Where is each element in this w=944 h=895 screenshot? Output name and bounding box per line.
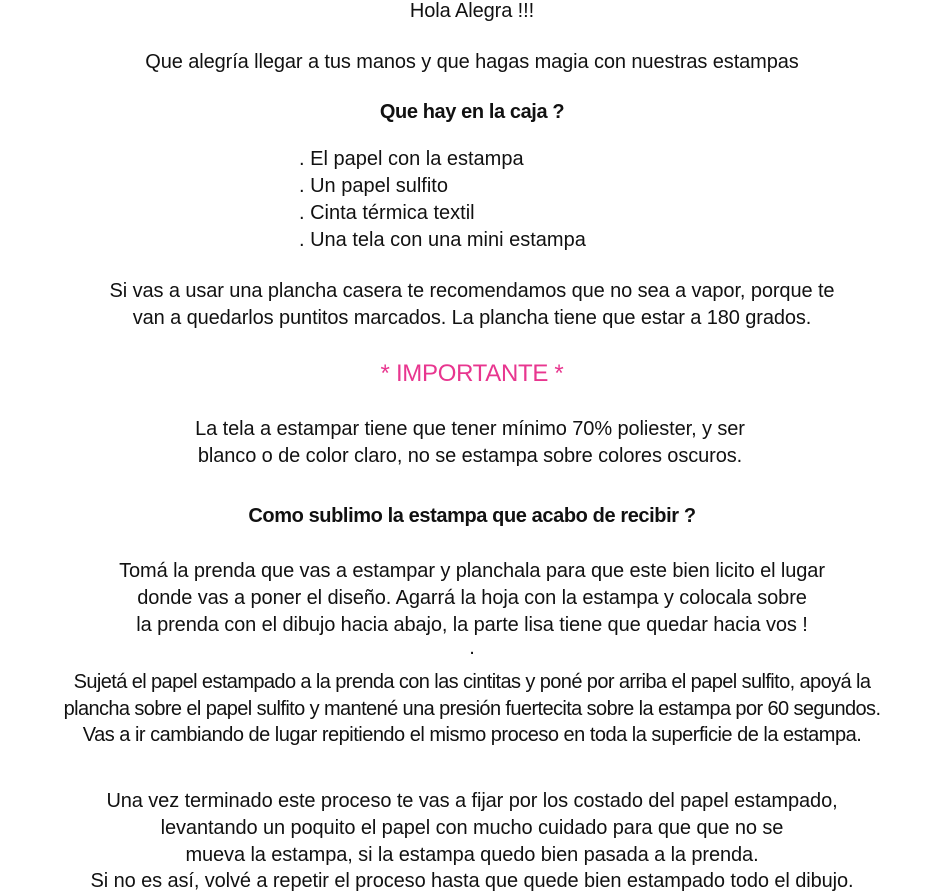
list-item: . Cinta térmica textil	[299, 202, 475, 224]
steps-2-line-1: Sujetá el papel estampado a la prenda con las cintitas y poné por arriba el papel sulfito, apoyá la	[73, 671, 871, 693]
box-contents-heading: Que hay en la caja ?	[379, 101, 565, 123]
steps-2-line-3: Vas a ir cambiando de lugar repitiendo el mismo proceso en toda la superficie de la estampa.	[82, 724, 862, 746]
list-item: . El papel con la estampa	[299, 148, 524, 170]
steps-3-line-2: levantando un poquito el papel con mucho cuidado para que que no se	[160, 817, 784, 839]
box-contents-list	[299, 146, 586, 254]
steps-1-line-3: la prenda con el dibujo hacia abajo, la parte lisa tiene que quedar hacia vos !	[136, 614, 808, 636]
intro-text: Que alegría llegar a tus manos y que hagas magia con nuestras estampas	[145, 51, 799, 73]
steps-1-line-1: Tomá la prenda que vas a estampar y planchala para que este bien licito el lugar	[119, 560, 825, 582]
steps-1-line-2: donde vas a poner el diseño. Agarrá la hoja con la estampa y colocala sobre	[137, 587, 807, 609]
fabric-note-line-2: blanco o de color claro, no se estampa sobre colores oscuros.	[197, 445, 743, 467]
steps-1-dot: .	[469, 637, 475, 659]
steps-2-line-2: plancha sobre el papel sulfito y mantené una presión fuertecita sobre la estampa por 60 segundos.	[63, 698, 881, 720]
greeting: Hola Alegra !!!	[409, 0, 535, 22]
list-item: . Una tela con una mini estampa	[299, 229, 586, 251]
iron-note-line-2: van a quedarlos puntitos marcados. La plancha tiene que estar a 180 grados.	[132, 307, 812, 329]
iron-note-line-1: Si vas a usar una plancha casera te recomendamos que no sea a vapor, porque te	[109, 280, 835, 302]
important-label: * IMPORTANTE *	[380, 360, 564, 387]
list-item: . Un papel sulfito	[299, 175, 448, 197]
fabric-note-line-1: La tela a estampar tiene que tener mínimo 70% poliester, y ser	[195, 418, 745, 440]
steps-3-line-1: Una vez terminado este proceso te vas a fijar por los costado del papel estampado,	[106, 790, 838, 812]
steps-3-line-4: Si no es así, volvé a repetir el proceso hasta que quede bien estampado todo el dibujo.	[90, 870, 854, 892]
how-to-heading: Como sublimo la estampa que acabo de recibir ?	[248, 505, 696, 527]
steps-3-line-3: mueva la estampa, si la estampa quedo bien pasada a la prenda.	[185, 844, 759, 866]
